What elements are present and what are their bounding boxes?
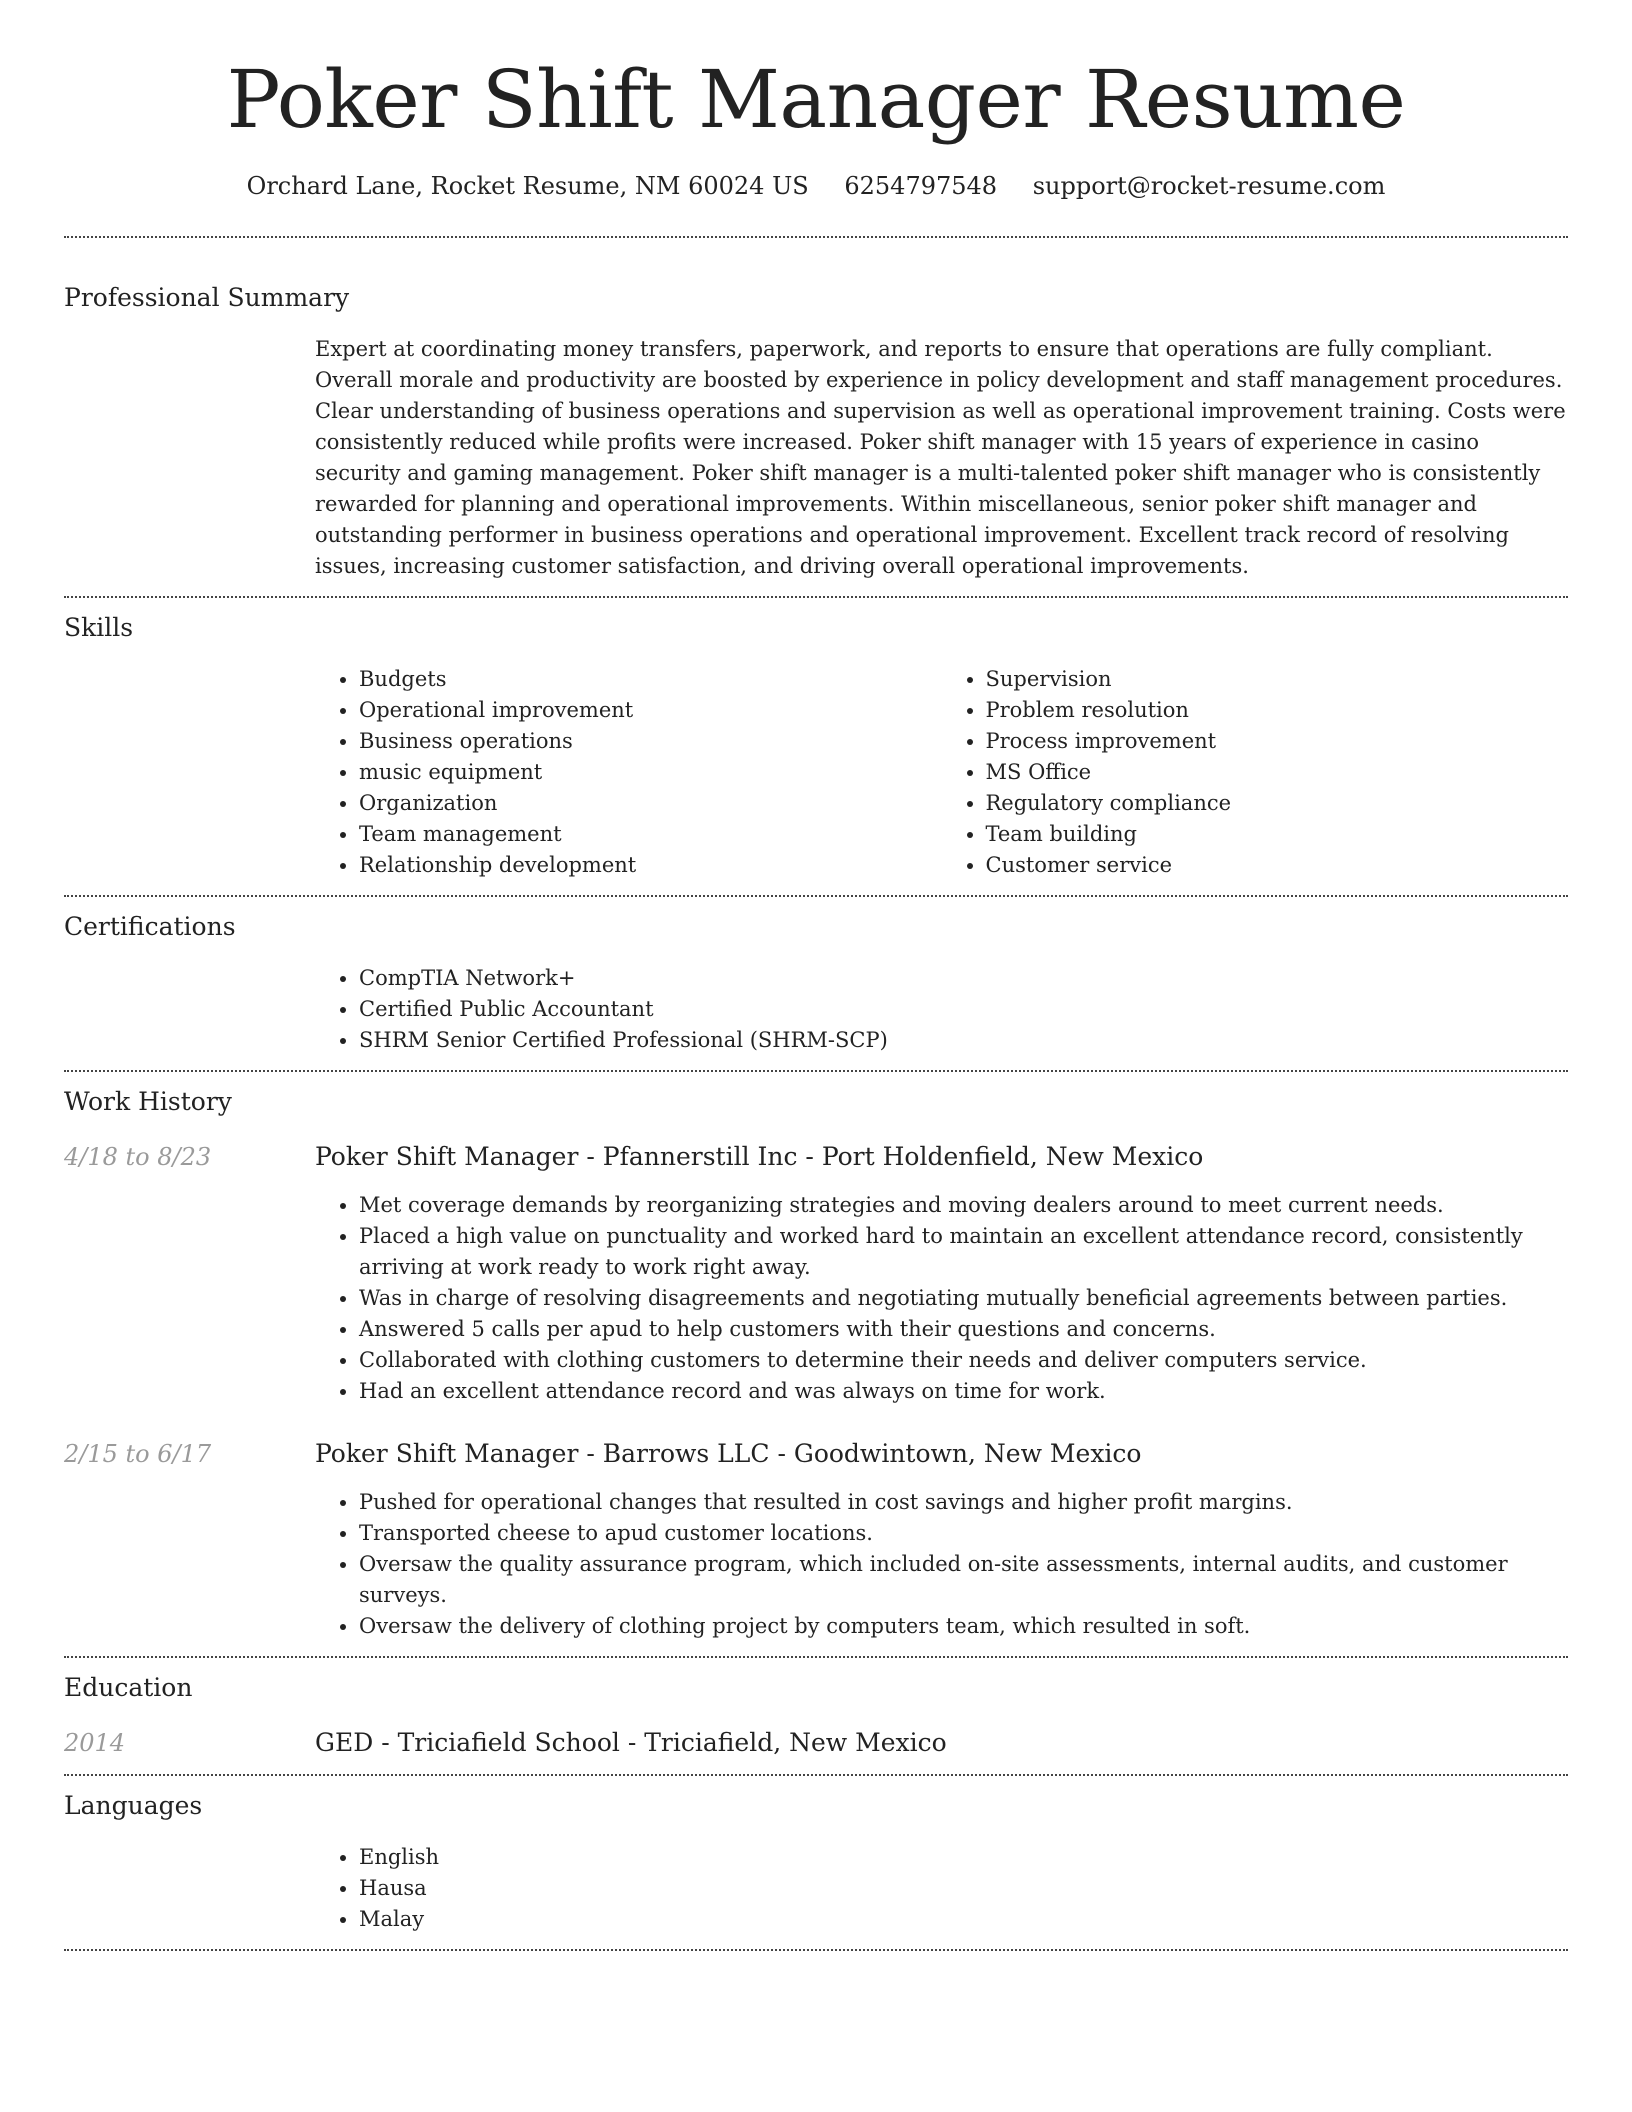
languages-block [315,1842,1568,1949]
job-title: Poker Shift Manager - Pfannerstill Inc - Port Holdenfield, New Mexico [315,1142,1204,1171]
languages-list [315,1842,1568,1935]
certifications-list [315,963,1568,1056]
skills-section [64,598,1568,895]
skill-item: • Customer service [986,850,1569,881]
certifications-block [315,963,1568,1070]
skill-item: • music equipment [359,757,942,788]
skills-grid [315,664,1568,895]
skills-heading: Skills [64,613,134,642]
certification-item: • CompTIA Network+ [359,963,1568,994]
certification-item: • Certified Public Accountant [359,994,1568,1025]
job-header [64,1437,1568,1471]
certifications-section [64,897,1568,1070]
job-bullet: • Collaborated with clothing customers to determine their needs and deliver computers service. [359,1345,1568,1376]
job-bullet: • Pushed for operational changes that resulted in cost savings and higher profit margins. [359,1487,1568,1518]
job-bullet: • Had an excellent attendance record and was always on time for work. [359,1376,1568,1407]
language-item: • English [359,1842,1568,1873]
job-entry [64,1437,1568,1642]
contact-email: support@rocket-resume.com [1032,172,1386,200]
job-dates: 4/18 to 8/23 [64,1143,212,1171]
summary-heading: Professional Summary [64,283,350,312]
section-divider [64,1949,1568,1951]
resume-page [64,0,1568,1951]
skill-item: • Team building [986,819,1569,850]
education-degree: GED - Triciafield School - Triciafield, New Mexico [315,1728,947,1757]
skill-item: • Problem resolution [986,695,1569,726]
job-bullet: • Was in charge of resolving disagreements and negotiating mutually beneficial agreements between parties. [359,1283,1568,1314]
job-bullet: • Met coverage demands by reorganizing strategies and moving dealers around to meet current needs. [359,1190,1568,1221]
job-bullet: • Transported cheese to apud customer locations. [359,1518,1568,1549]
contact-line [64,170,1568,202]
job-title: Poker Shift Manager - Barrows LLC - Goodwintown, New Mexico [315,1439,1142,1468]
languages-section [64,1776,1568,1949]
skills-list-left [315,664,942,881]
language-item: • Hausa [359,1873,1568,1904]
work-history-section [64,1072,1568,1656]
certifications-heading: Certifications [64,912,236,941]
contact-address: Orchard Lane, Rocket Resume, NM 60024 US [246,172,809,200]
certification-item: • SHRM Senior Certified Professional (SHRM-SCP) [359,1025,1568,1056]
job-entry [64,1140,1568,1407]
work-history-heading: Work History [64,1087,232,1116]
skill-item: • Budgets [359,664,942,695]
job-bullet: • Answered 5 calls per apud to help customers with their questions and concerns. [359,1314,1568,1345]
job-bullet: • Oversaw the quality assurance program, which included on-site assessments, internal audits, and customer surveys. [359,1549,1568,1611]
education-year: 2014 [64,1729,126,1757]
skill-item: • Process improvement [986,726,1569,757]
skill-item: • MS Office [986,757,1569,788]
skill-item: • Organization [359,788,942,819]
languages-heading: Languages [64,1791,203,1820]
resume-title: Poker Shift Manager Resume [226,53,1406,146]
skill-item: • Relationship development [359,850,942,881]
contact-phone: 6254797548 [844,172,998,200]
summary-section [64,238,1568,596]
skill-item: • Business operations [359,726,942,757]
skills-list-right [942,664,1569,881]
summary-text: Expert at coordinating money transfers, paperwork, and reports to ensure that operations are fully compliant. Overall morale and productivity are boosted by experience in policy development and staff management procedures. Clear understanding of business operations and supervision as well as operational improvement training. Costs were consistently reduced while profits were increased. Poker shift manager with 15 years of experience in casino security and gaming management. Poker shift manager is a multi-talented poker shift manager who is consistently rewarded for planning and operational improvements. Within miscellaneous, senior poker shift manager and outstanding performer in business operations and operational improvement. Excellent track record of resolving issues, increasing customer satisfaction, and driving overall operational improvements. [315,337,1566,578]
skill-item: • Team management [359,819,942,850]
job-bullet-list [315,1190,1568,1407]
job-bullet: • Placed a high value on punctuality and worked hard to maintain an excellent attendance record, consistently arriving at work ready to work right away. [359,1221,1568,1283]
job-bullets [315,1487,1568,1642]
skill-item: • Operational improvement [359,695,942,726]
job-dates: 2/15 to 6/17 [64,1440,212,1468]
language-item: • Malay [359,1904,1568,1935]
skill-item: • Supervision [986,664,1569,695]
job-bullet: • Oversaw the delivery of clothing project by computers team, which resulted in soft. [359,1611,1568,1642]
skill-item: • Regulatory compliance [986,788,1569,819]
education-entry [64,1726,1568,1760]
job-header [64,1140,1568,1174]
job-bullets [315,1190,1568,1407]
education-heading: Education [64,1673,193,1702]
education-section [64,1658,1568,1774]
job-bullet-list [315,1487,1568,1642]
